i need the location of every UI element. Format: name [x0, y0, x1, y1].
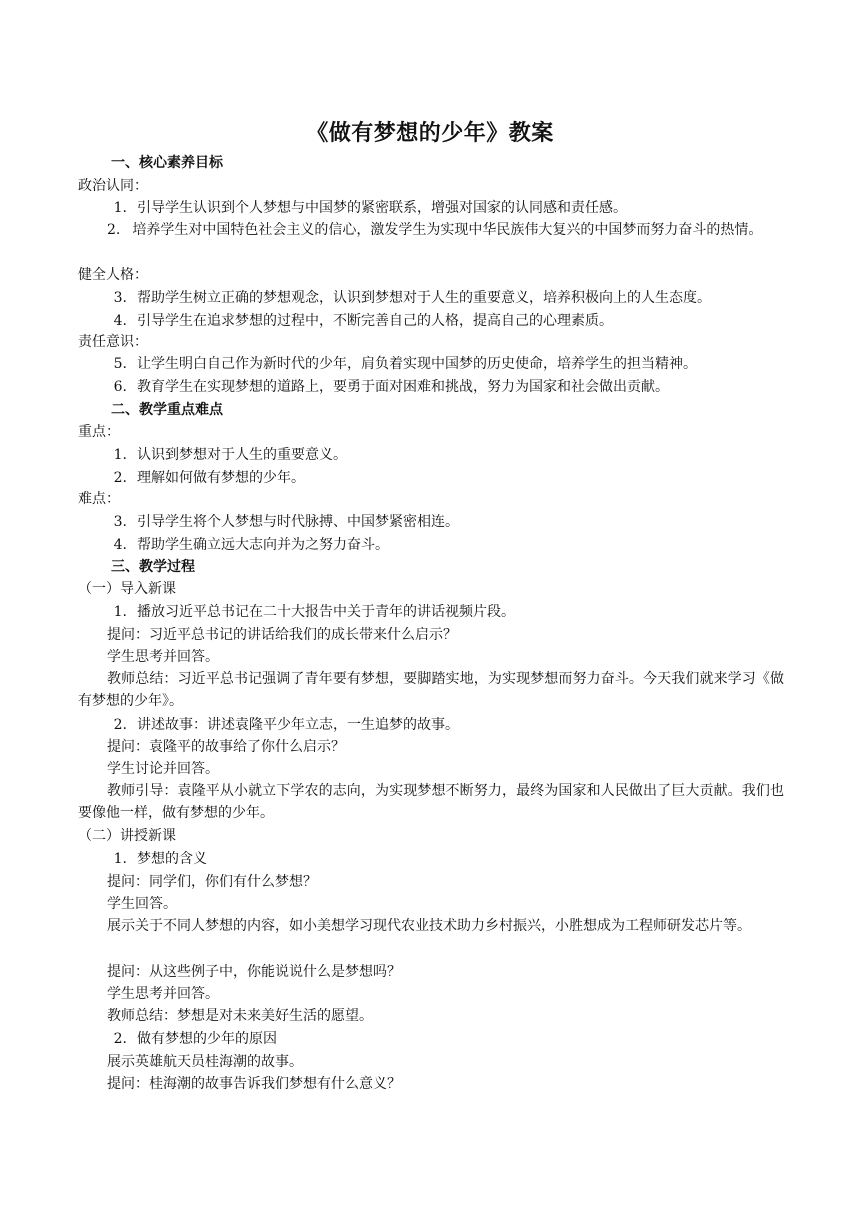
group-label: 健全人格：	[78, 267, 148, 283]
list-item	[78, 219, 784, 241]
item-text: 让学生明白自己作为新时代的少年，肩负着实现中国梦的历史使命，培养学生的担当精神。	[137, 356, 697, 372]
item-number: 6.	[113, 379, 127, 395]
section-heading-objectives: 一、核心素养目标	[111, 155, 223, 171]
question-text: 提问：袁隆平的故事给了你什么启示？	[107, 739, 345, 755]
student-text: 学生思考并回答。	[107, 649, 219, 665]
item-text: 帮助学生确立远大志向并为之努力奋斗。	[137, 537, 389, 553]
item-text: 理解如何做有梦想的少年。	[137, 470, 305, 486]
item-text: 帮助学生树立正确的梦想观念，认识到梦想对于人生的重要意义，培养积极向上的人生态度。	[137, 290, 711, 306]
teacher-text: 教师引导：袁隆平从小就立下学农的志向，为实现梦想不断努力，最终为国家和人民做出了巨大贡献。我们也要像他一样，做有梦想的少年。	[78, 783, 784, 821]
item-text: 做有梦想的少年的原因	[137, 1031, 277, 1047]
question-text: 提问：习近平总书记的讲话给我们的成长带来什么启示？	[107, 627, 457, 643]
group-label: 难点：	[78, 491, 120, 507]
group-label: 责任意识：	[78, 334, 148, 350]
item-number: 5.	[113, 356, 127, 372]
student-text: 学生回答。	[107, 896, 177, 912]
example-text: 展示关于不同人梦想的内容，如小美想学习现代农业技术助力乡村振兴，小胜想成为工程师研发芯片等。	[107, 918, 751, 934]
section-heading-process: 三、教学过程	[111, 559, 195, 575]
item-text: 梦想的含义	[137, 851, 207, 867]
item-number: 1.	[113, 447, 127, 463]
item-text: 培养学生对中国特色社会主义的信心，激发学生为实现中华民族伟大复兴的中国梦而努力奋斗的热情。	[132, 222, 763, 238]
item-text: 教育学生在实现梦想的道路上，要勇于面对困难和挑战，努力为国家和社会做出贡献。	[137, 379, 669, 395]
student-text: 学生讨论并回答。	[107, 761, 219, 777]
item-number: 4.	[113, 537, 127, 553]
item-text: 认识到梦想对于人生的重要意义。	[137, 447, 347, 463]
question-text: 提问：桂海潮的故事告诉我们梦想有什么意义？	[107, 1076, 401, 1092]
item-text: 播放习近平总书记在二十大报告中关于青年的讲话视频片段。	[137, 604, 515, 620]
item-number: 2.	[107, 222, 121, 238]
item-text: 引导学生在追求梦想的过程中，不断完善自己的人格，提高自己的心理素质。	[137, 313, 613, 329]
item-number: 3.	[113, 514, 127, 530]
item-number: 4.	[113, 313, 127, 329]
subsection-label: （一）导入新课	[78, 581, 176, 597]
teacher-text: 教师总结：习近平总书记强调了青年要有梦想，要脚踏实地，为实现梦想而努力奋斗。今天我们就来学习《做有梦想的少年》。	[78, 671, 784, 709]
item-number: 3.	[113, 290, 127, 306]
teacher-text: 教师总结：梦想是对未来美好生活的愿望。	[107, 1008, 373, 1024]
item-text: 引导学生认识到个人梦想与中国梦的紧密联系，增强对国家的认同感和责任感。	[137, 200, 627, 216]
item-number: 2.	[113, 717, 127, 733]
subsection-label: （二）讲授新课	[78, 828, 176, 844]
group-label: 重点：	[78, 424, 120, 440]
item-number: 1.	[113, 200, 127, 216]
example-text: 展示英雄航天员桂海潮的故事。	[107, 1054, 303, 1070]
item-number: 1.	[113, 851, 127, 867]
section-heading-key-points: 二、教学重点难点	[111, 402, 223, 418]
student-text: 学生思考并回答。	[107, 986, 219, 1002]
item-text: 讲述故事：讲述袁隆平少年立志，一生追梦的故事。	[137, 717, 459, 733]
item-number: 2.	[113, 1031, 127, 1047]
question-text: 提问：从这些例子中，你能说说什么是梦想吗？	[107, 964, 401, 980]
item-number: 1.	[113, 604, 127, 620]
page-title: 《做有梦想的少年》教案	[306, 121, 554, 146]
item-text: 引导学生将个人梦想与时代脉搏、中国梦紧密相连。	[137, 514, 459, 530]
question-text: 提问：同学们，你们有什么梦想？	[107, 874, 317, 890]
item-number: 2.	[113, 470, 127, 486]
group-label: 政治认同：	[78, 178, 148, 194]
